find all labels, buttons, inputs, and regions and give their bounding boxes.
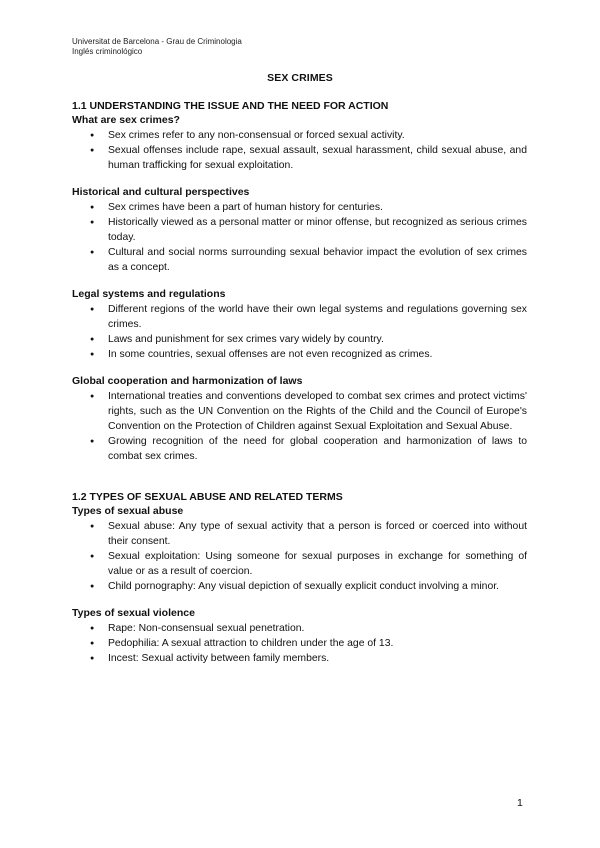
bullet-list [72,302,527,362]
section-heading: 1.2 TYPES OF SEXUAL ABUSE AND RELATED TERMS [72,491,343,503]
block-spacer [72,275,527,287]
bullet-item: ● Growing recognition of the need for global cooperation and harmonization of laws to combat sex crimes. [72,434,527,464]
page-number: 1 [517,797,523,809]
block-spacer [72,362,527,374]
document-body [72,100,527,666]
subsection-heading: Global cooperation and harmonization of laws [72,375,303,387]
bullet-item: ● Sexual offenses include rape, sexual assault, sexual harassment, child sexual abuse, and human trafficking for sexual exploitation. [72,143,527,173]
page-title: SEX CRIMES [267,72,333,84]
bullet-item: ● In some countries, sexual offenses are not even recognized as crimes. [72,347,527,362]
section-heading: 1.1 UNDERSTANDING THE ISSUE AND THE NEED FOR ACTION [72,100,389,112]
section-spacer [72,464,527,491]
bullet-item: ● Sexual abuse: Any type of sexual activity that a person is forced or coerced into without their consent. [72,519,527,549]
bullet-list [72,621,527,666]
section-1-blocks [72,113,527,464]
subsection-heading: What are sex crimes? [72,114,180,126]
bullet-item: ● Historically viewed as a personal matter or minor offense, but recognized as serious crimes today. [72,215,527,245]
bullet-item: ● Pedophilia: A sexual attraction to children under the age of 13. [72,636,527,651]
bullet-item: ● Cultural and social norms surrounding sexual behavior impact the evolution of sex crimes as a concept. [72,245,527,275]
block-spacer [72,173,527,185]
subsection-heading: Types of sexual violence [72,607,195,619]
bullet-item: ● Sex crimes refer to any non-consensual or forced sexual activity. [72,128,527,143]
section-2-blocks [72,504,527,666]
bullet-item: ● International treaties and conventions developed to combat sex crimes and protect victims' rights, such as the UN Convention on the Rights of the Child and the Council of Europe's Convention on the Protection of Children against Sexual Exploitation and Sexual Abuse. [72,389,527,434]
bullet-list [72,519,527,594]
bullet-item: ● Child pornography: Any visual depiction of sexually explicit conduct involving a minor. [72,579,527,594]
bullet-item: ● Sex crimes have been a part of human history for centuries. [72,200,527,215]
document-header [72,37,242,57]
subsection-heading: Historical and cultural perspectives [72,186,250,198]
header-university: Universitat de Barcelona - Grau de Criminologia [72,37,242,46]
subsection-heading: Types of sexual abuse [72,505,184,517]
bullet-item: ● Different regions of the world have their own legal systems and regulations governing sex crimes. [72,302,527,332]
bullet-list [72,200,527,275]
header-course: Inglés criminológico [72,47,143,56]
subsection-heading: Legal systems and regulations [72,288,226,300]
bullet-item: ● Incest: Sexual activity between family members. [72,651,527,666]
block-spacer [72,594,527,606]
bullet-list [72,128,527,173]
bullet-list [72,389,527,464]
bullet-item: ● Laws and punishment for sex crimes vary widely by country. [72,332,527,347]
bullet-item: ● Rape: Non-consensual sexual penetration. [72,621,527,636]
bullet-item: ● Sexual exploitation: Using someone for sexual purposes in exchange for something of value or as a result of coercion. [72,549,527,579]
